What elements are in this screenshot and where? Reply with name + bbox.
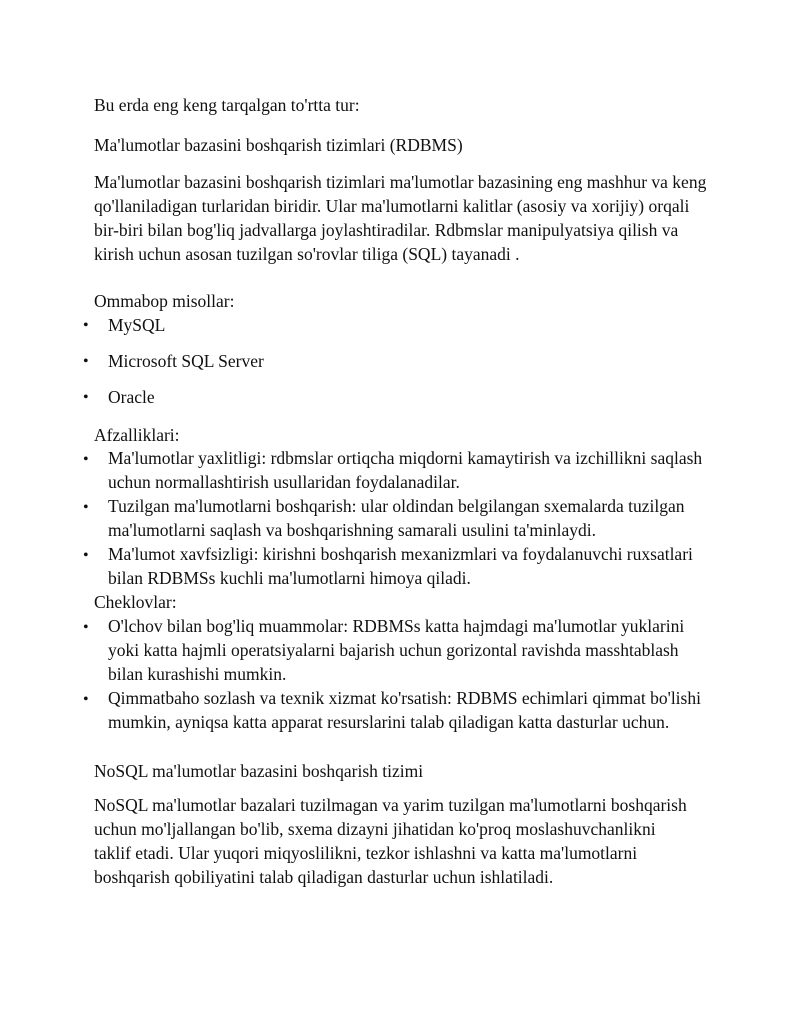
bullet-marker: • (83, 547, 89, 564)
limitation-item: Qimmatbaho sozlash va texnik xizmat ko'rsatish: RDBMS echimlari qimmat bo'lishi mumkin, ayniqsa katta apparat resurslarini talab qiladigan katta dasturlar uchun. (108, 688, 701, 732)
bullet-marker: • (83, 499, 89, 516)
bullet-marker: • (83, 691, 89, 708)
example-item: Microsoft SQL Server (108, 351, 264, 371)
advantage-item: Tuzilgan ma'lumotlarni boshqarish: ular oldindan belgilangan sxemalarda tuzilgan ma'lumotlarni saqlash va boshqarishning samarali usulini ta'minlaydi. (108, 496, 685, 540)
advantage-item: Ma'lumotlar yaxlitligi: rdbmslar ortiqcha miqdorni kamaytirish va izchillikni saqlash uchun normallashtirish usullaridan foydalanadilar. (108, 448, 703, 492)
rdbms-description: Ma'lumotlar bazasini boshqarish tizimlari ma'lumotlar bazasining eng mashhur va keng qo'llaniladigan turlaridan biridir. Ular ma'lumotlarni kalitlar (asosiy va xorijiy) orqali bir-biri bilan bog'liq jadvallarga joylashtiradilar. Rdbmslar manipulyatsiya qilish va kirish uchun asosan tuzilgan so'rovlar tiliga (SQL) tayanadi . (94, 172, 707, 264)
bullet-marker: • (83, 619, 89, 636)
bullet-marker: • (83, 317, 89, 334)
limitation-item: O'lchov bilan bog'liq muammolar: RDBMSs katta hajmdagi ma'lumotlar yuklarini yoki katta hajmli operatsiyalarni bajarish uchun gorizontal ravishda masshtablash bilan kurashishi mumkin. (108, 616, 685, 684)
example-item: MySQL (108, 315, 166, 335)
advantage-item: Ma'lumot xavfsizligi: kirishni boshqarish mexanizmlari va foydalanuvchi ruxsatlari bilan RDBMSs kuchli ma'lumotlarni himoya qiladi. (108, 544, 693, 588)
intro-text: Bu erda eng keng tarqalgan to'rtta tur: (94, 95, 360, 115)
bullet-marker: • (83, 451, 89, 468)
bullet-marker: • (83, 353, 89, 370)
bullet-marker: • (83, 389, 89, 406)
nosql-description: NoSQL ma'lumotlar bazalari tuzilmagan va yarim tuzilgan ma'lumotlarni boshqarish uchun mo'ljallangan bo'lib, sxema dizayni jihatidan ko'proq moslashuvchanlikni taklif etadi. Ular yuqori miqyoslilikni, tezkor ishlashni va katta ma'lumotlarni boshqarish qobiliyatini talab qiladigan dasturlar uchun ishlatiladi. (94, 795, 687, 887)
nosql-heading: NoSQL ma'lumotlar bazasini boshqarish tizimi (94, 761, 424, 781)
examples-label: Ommabop misollar: (94, 291, 235, 311)
advantages-label: Afzalliklari: (94, 425, 180, 445)
rdbms-heading: Ma'lumotlar bazasini boshqarish tizimlari (RDBMS) (94, 135, 463, 155)
limitations-label: Cheklovlar: (94, 592, 177, 612)
example-item: Oracle (108, 387, 155, 407)
